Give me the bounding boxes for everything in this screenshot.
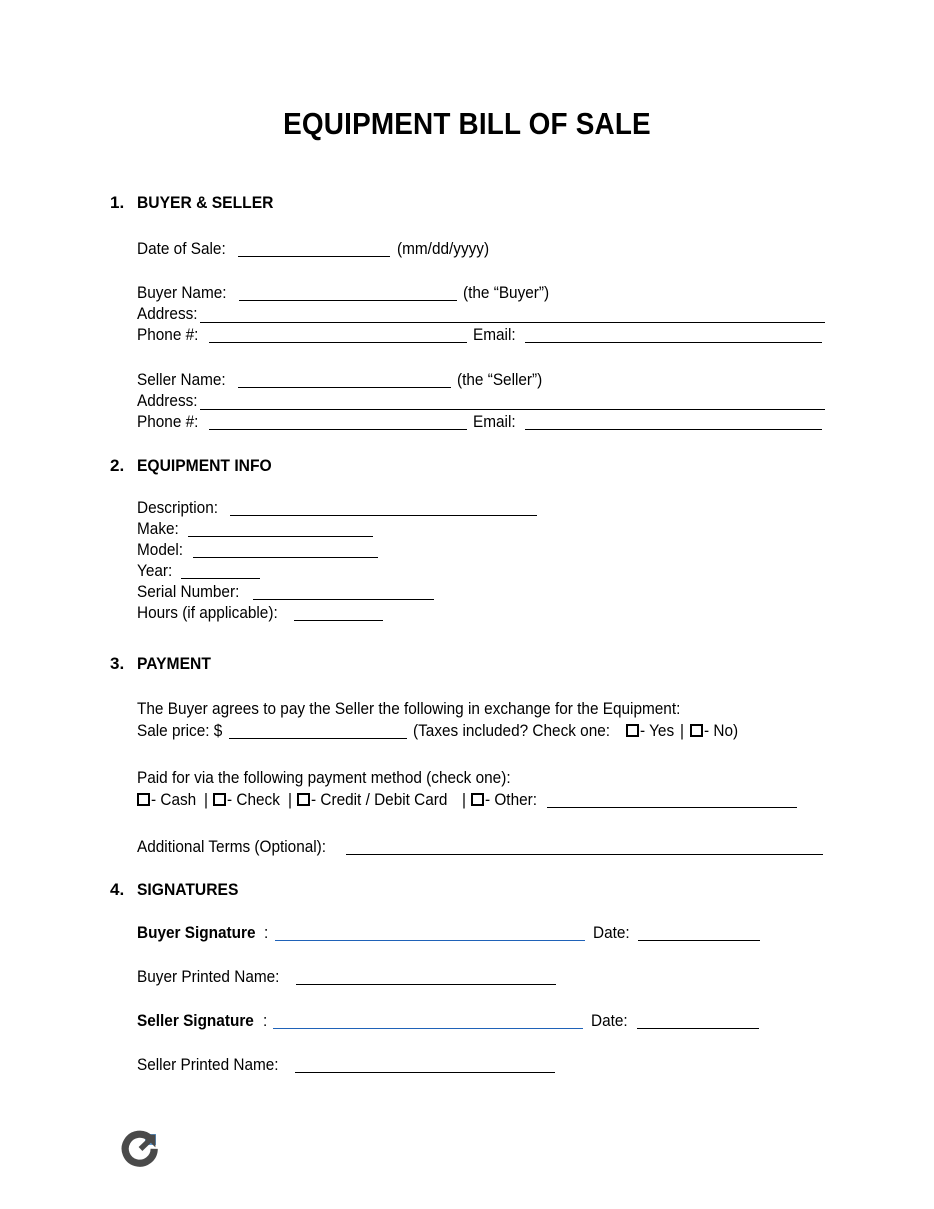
- buyer-signature-colon: :: [264, 924, 269, 942]
- seller-block: [137, 369, 822, 433]
- section-2-number: 2.: [110, 456, 125, 475]
- buyer-address-input-rule[interactable]: [200, 322, 825, 323]
- payment-intro-line: [137, 698, 740, 720]
- equipment-year-line: [137, 561, 537, 582]
- equipment-description-label: Description:: [137, 499, 219, 517]
- page-title: EQUIPMENT BILL OF SALE: [283, 106, 651, 141]
- equipment-make-line: [137, 519, 537, 540]
- date-of-sale-label: Date of Sale:: [137, 240, 226, 258]
- section-3-number: 3.: [110, 654, 125, 673]
- seller-signature-line: [137, 1010, 759, 1032]
- method-other-input-rule[interactable]: [547, 793, 797, 808]
- equipment-make-label: Make:: [137, 520, 179, 538]
- payment-method-intro-text: Paid for via the following payment method (check one):: [137, 769, 511, 787]
- seller-email-label: Email:: [473, 413, 516, 431]
- equipment-year-label: Year:: [137, 562, 173, 580]
- taxes-no-label: - No): [703, 722, 738, 740]
- payment-intro-text: The Buyer agrees to pay the Seller the following in exchange for the Equipment:: [137, 700, 681, 718]
- buyer-address-label: Address:: [137, 305, 198, 323]
- seller-printed-name-input-rule[interactable]: [295, 1058, 555, 1073]
- seller-printed-name-line: [137, 1054, 555, 1076]
- buyer-signature-label: Buyer Signature: [137, 924, 256, 942]
- checkbox-method-other[interactable]: [471, 793, 484, 806]
- section-equipment-info: [110, 456, 910, 478]
- payment-method-intro-line: [137, 767, 797, 789]
- additional-terms-input-rule[interactable]: [346, 840, 823, 855]
- buyer-suffix-text: (the “Buyer”): [463, 284, 550, 302]
- buyer-date-input-rule[interactable]: [638, 926, 760, 941]
- seller-printed-name-row: [137, 1054, 555, 1076]
- buyer-email-input-rule[interactable]: [525, 328, 822, 343]
- buyer-phone-email-line: [137, 325, 822, 346]
- method-separator-2: |: [287, 791, 292, 809]
- buyer-printed-name-row: [137, 966, 556, 988]
- equipment-make-input-rule[interactable]: [188, 522, 373, 537]
- checkbox-method-check[interactable]: [213, 793, 226, 806]
- section-2-heading: [110, 456, 910, 478]
- checkbox-taxes-no[interactable]: [690, 724, 703, 737]
- seller-signature-label: Seller Signature: [137, 1012, 254, 1030]
- seller-phone-input-rule[interactable]: [209, 415, 467, 430]
- equipment-hours-label: Hours (if applicable):: [137, 604, 278, 622]
- section-buyer-seller: [110, 193, 910, 215]
- buyer-signature-line: [137, 922, 760, 944]
- buyer-date-label: Date:: [593, 924, 630, 942]
- buyer-address-line: [137, 304, 822, 325]
- equipment-hours-line: [137, 603, 537, 624]
- section-payment: [110, 654, 910, 676]
- buyer-printed-name-label: Buyer Printed Name:: [137, 968, 280, 986]
- date-of-sale-line: [137, 238, 496, 260]
- equipment-hours-input-rule[interactable]: [294, 606, 383, 621]
- footer-logo[interactable]: [120, 1128, 162, 1170]
- buyer-name-label: Buyer Name:: [137, 284, 227, 302]
- buyer-email-label: Email:: [473, 326, 516, 344]
- additional-terms-label: Additional Terms (Optional):: [137, 838, 327, 856]
- sale-price-line: [137, 720, 740, 742]
- seller-date-input-rule[interactable]: [637, 1014, 759, 1029]
- method-check-label: - Check: [226, 791, 280, 809]
- section-4-title: SIGNATURES: [137, 880, 239, 899]
- equipment-serial-line: [137, 582, 537, 603]
- method-other-label: - Other:: [485, 791, 538, 809]
- date-of-sale-row: [137, 238, 496, 260]
- section-4-heading: [110, 880, 910, 902]
- payment-method-options-line: [137, 789, 797, 811]
- seller-name-label: Seller Name:: [137, 371, 226, 389]
- equipment-fields-block: [137, 498, 537, 624]
- section-3-title: PAYMENT: [137, 654, 211, 673]
- section-1-number: 1.: [110, 193, 125, 212]
- checkbox-taxes-yes[interactable]: [626, 724, 639, 737]
- buyer-phone-label: Phone #:: [137, 326, 199, 344]
- seller-signature-row: [137, 1010, 759, 1032]
- section-1-heading: [110, 193, 910, 215]
- equipment-serial-input-rule[interactable]: [253, 585, 434, 600]
- buyer-printed-name-line: [137, 966, 556, 988]
- seller-date-label: Date:: [591, 1012, 628, 1030]
- equipment-model-line: [137, 540, 537, 561]
- method-separator-3: |: [461, 791, 466, 809]
- checkbox-method-cash[interactable]: [137, 793, 150, 806]
- taxes-yes-label: - Yes: [639, 722, 674, 740]
- additional-terms-line: [137, 836, 823, 858]
- equipment-description-input-rule[interactable]: [230, 501, 537, 516]
- equipment-description-line: [137, 498, 537, 519]
- seller-suffix-text: (the “Seller”): [457, 371, 543, 389]
- seller-email-input-rule[interactable]: [525, 415, 822, 430]
- buyer-printed-name-input-rule[interactable]: [296, 970, 556, 985]
- method-separator-1: |: [203, 791, 208, 809]
- sale-price-label: Sale price: $: [137, 722, 223, 740]
- section-2-title: EQUIPMENT INFO: [137, 456, 272, 475]
- seller-signature-input-rule[interactable]: [273, 1014, 583, 1029]
- buyer-block: [137, 282, 822, 346]
- seller-name-input-rule[interactable]: [238, 373, 451, 388]
- sale-price-input-rule[interactable]: [229, 724, 407, 739]
- seller-signature-colon: :: [262, 1012, 267, 1030]
- date-of-sale-input-rule[interactable]: [238, 242, 390, 257]
- section-3-heading: [110, 654, 910, 676]
- section-signatures: [110, 880, 910, 902]
- payment-method-block: [137, 767, 797, 811]
- seller-address-input-rule[interactable]: [200, 409, 825, 410]
- section-1-title: BUYER & SELLER: [137, 193, 274, 212]
- method-card-label: - Credit / Debit Card: [311, 791, 448, 809]
- payment-price-block: [137, 698, 740, 742]
- buyer-phone-input-rule[interactable]: [209, 328, 467, 343]
- seller-address-line: [137, 391, 822, 412]
- equipment-year-input-rule[interactable]: [181, 564, 260, 579]
- method-cash-label: - Cash: [151, 791, 197, 809]
- buyer-signature-row: [137, 922, 760, 944]
- buyer-name-input-rule[interactable]: [239, 286, 457, 301]
- seller-printed-name-label: Seller Printed Name:: [137, 1056, 279, 1074]
- buyer-name-line: [137, 282, 822, 304]
- taxes-separator: |: [680, 722, 685, 740]
- seller-address-label: Address:: [137, 392, 198, 410]
- equipment-serial-label: Serial Number:: [137, 583, 240, 601]
- additional-terms-block: [137, 836, 823, 858]
- date-format-hint: (mm/dd/yyyy): [397, 240, 490, 258]
- seller-phone-label: Phone #:: [137, 413, 199, 431]
- taxes-included-question: (Taxes included? Check one:: [412, 722, 610, 740]
- equipment-model-label: Model:: [137, 541, 184, 559]
- checkbox-method-card[interactable]: [297, 793, 310, 806]
- equipment-model-input-rule[interactable]: [193, 543, 378, 558]
- section-4-number: 4.: [110, 880, 125, 899]
- buyer-signature-input-rule[interactable]: [275, 926, 585, 941]
- seller-name-line: [137, 369, 822, 391]
- seller-phone-email-line: [137, 412, 822, 433]
- circular-arrow-external-link-icon: [120, 1128, 162, 1170]
